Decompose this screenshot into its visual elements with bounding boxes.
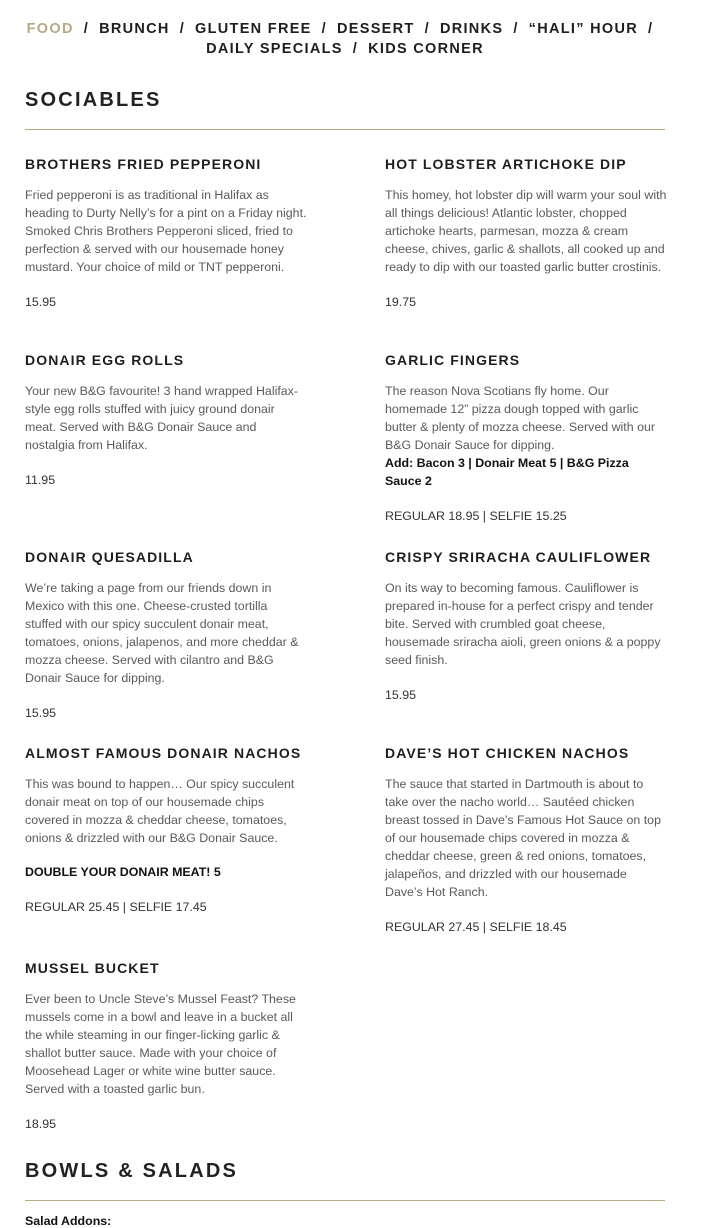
menu-item-donair-egg-rolls [25, 351, 307, 489]
menu-item-description: Your new B&G favourite! 3 hand wrapped Halifax-style egg rolls stuffed with juicy ground donair meat. Served with B&G Donair Sauce and nostalgia from Halifax. [25, 384, 298, 452]
menu-item-garlic-fingers [385, 351, 667, 525]
menu-item-title: CRISPY SRIRACHA CAULIFLOWER [385, 549, 652, 565]
section-title-bowls-salads: BOWLS & SALADS [25, 1160, 239, 1182]
menu-item-description: This homey, hot lobster dip will warm your soul with all things delicious! Atlantic lobster, chopped artichoke hearts, parmesan, mozza & cream cheese, chives, garlic & shallots, all cooked up and ready to dip with our toasted garlic butter crostinis. [385, 188, 667, 274]
menu-item-title: DONAIR QUESADILLA [25, 549, 194, 565]
salad-addons-label: Salad Addons: [25, 1214, 112, 1228]
menu-item-title: GARLIC FINGERS [385, 352, 521, 368]
menu-item-price: 15.95 [25, 295, 57, 309]
menu-item-daves-hot-chicken-nachos [385, 744, 667, 936]
nav-separator: / [648, 21, 654, 37]
nav-drinks-link[interactable]: DRINKS [439, 21, 504, 37]
menu-item-promo: DOUBLE YOUR DONAIR MEAT! 5 [25, 865, 221, 879]
nav-separator: / [424, 21, 430, 37]
menu-item-price: REGULAR 25.45 | SELFIE 17.45 [25, 900, 207, 914]
menu-item-hot-lobster-artichoke-dip [385, 155, 667, 311]
menu-item-price: 11.95 [25, 473, 56, 487]
menu-item-brothers-fried-pepperoni [25, 155, 307, 311]
menu-item-donair-quesadilla [25, 548, 307, 722]
nav-separator: / [321, 21, 327, 37]
nav-food-link[interactable]: FOOD [26, 21, 74, 37]
menu-item-description: We’re taking a page from our friends down in Mexico with this one. Cheese-crusted tortilla stuffed with our spicy succulent donair meat, tomatoes, onions, jalapenos, and more cheddar & mozza cheese. Served with cilantro and B&G Donair Sauce for dipping. [25, 581, 299, 685]
menu-item-title: HOT LOBSTER ARTICHOKE DIP [385, 156, 627, 172]
menu-item-description: Ever been to Uncle Steve’s Mussel Feast? These mussels come in a bowl and leave in a bucket all the while steaming in our finger-licking garlic & shallot butter sauce. Made with your choice of Moosehead Lager or white wine butter sauce. Served with a toasted garlic bun. [25, 992, 296, 1096]
menu-item-description: The reason Nova Scotians fly home. Our homemade 12” pizza dough topped with garlic butter & plenty of mozza cheese. Served with our B&G Donair Sauce for dipping. [385, 384, 655, 452]
nav-separator: / [513, 21, 519, 37]
nav-dessert-link[interactable]: DESSERT [337, 21, 415, 37]
menu-item-price: REGULAR 27.45 | SELFIE 18.45 [385, 920, 567, 934]
nav-hali-hour-link[interactable]: “HALI” HOUR [528, 21, 639, 37]
menu-item-description: Fried pepperoni is as traditional in Halifax as heading to Durty Nelly’s for a pint on a Friday night. Smoked Chris Brothers Pepperoni sliced, fried to perfection & served with our housemade honey mustard. Your choice of mild or TNT pepperoni. [25, 188, 307, 274]
section-title-sociables: SOCIABLES [25, 89, 162, 111]
menu-item-price: 15.95 [25, 706, 57, 720]
nav-daily-specials-link[interactable]: DAILY SPECIALS [206, 41, 343, 57]
menu-item-title: DONAIR EGG ROLLS [25, 352, 185, 368]
nav-line-2 [0, 39, 690, 59]
nav-separator: / [352, 41, 359, 57]
menu-item-price: 18.95 [25, 1117, 57, 1131]
menu-item-title: DAVE’S HOT CHICKEN NACHOS [385, 745, 630, 761]
nav-brunch-link[interactable]: BRUNCH [99, 21, 170, 37]
menu-item-mussel-bucket [25, 959, 307, 1133]
section-divider [25, 129, 665, 130]
menu-item-title: ALMOST FAMOUS DONAIR NACHOS [25, 745, 302, 761]
menu-item-price: 15.95 [385, 688, 417, 702]
nav-kids-corner-link[interactable]: KIDS CORNER [368, 41, 484, 57]
menu-item-price: REGULAR 18.95 | SELFIE 15.25 [385, 509, 567, 523]
menu-item-price: 19.75 [385, 295, 417, 309]
menu-item-description: The sauce that started in Dartmouth is about to take over the nacho world… Sautéed chicken breast tossed in Dave’s Famous Hot Sauce on top of our housemade chips covered in mozza & cheddar cheese, green & red onions, tomatoes, jalapeños, and drizzled with our housemade Dave’s Hot Ranch. [385, 777, 661, 899]
section-divider [25, 1200, 665, 1201]
menu-item-description: This was bound to happen… Our spicy succulent donair meat on top of our housemade chips covered in mozza & cheddar cheese, tomatoes, onions & drizzled with our B&G Donair Sauce. [25, 777, 295, 845]
menu-item-title: MUSSEL BUCKET [25, 960, 160, 976]
menu-item-addons: Add: Bacon 3 | Donair Meat 5 | B&G Pizza Sauce 2 [385, 456, 629, 488]
menu-category-nav [0, 19, 690, 59]
nav-separator: / [83, 21, 90, 37]
nav-separator: / [179, 21, 186, 37]
nav-line-1 [0, 19, 690, 39]
menu-item-crispy-sriracha-cauliflower [385, 548, 667, 704]
menu-item-description: On its way to becoming famous. Cauliflower is prepared in-house for a perfect crispy and tender bite. Served with crumbled goat cheese, housemade sriracha aioli, green onions & a poppy seed finish. [385, 581, 661, 667]
menu-item-almost-famous-donair-nachos [25, 744, 307, 916]
nav-gluten-free-link[interactable]: GLUTEN FREE [195, 21, 312, 37]
menu-item-title: BROTHERS FRIED PEPPERONI [25, 156, 262, 172]
